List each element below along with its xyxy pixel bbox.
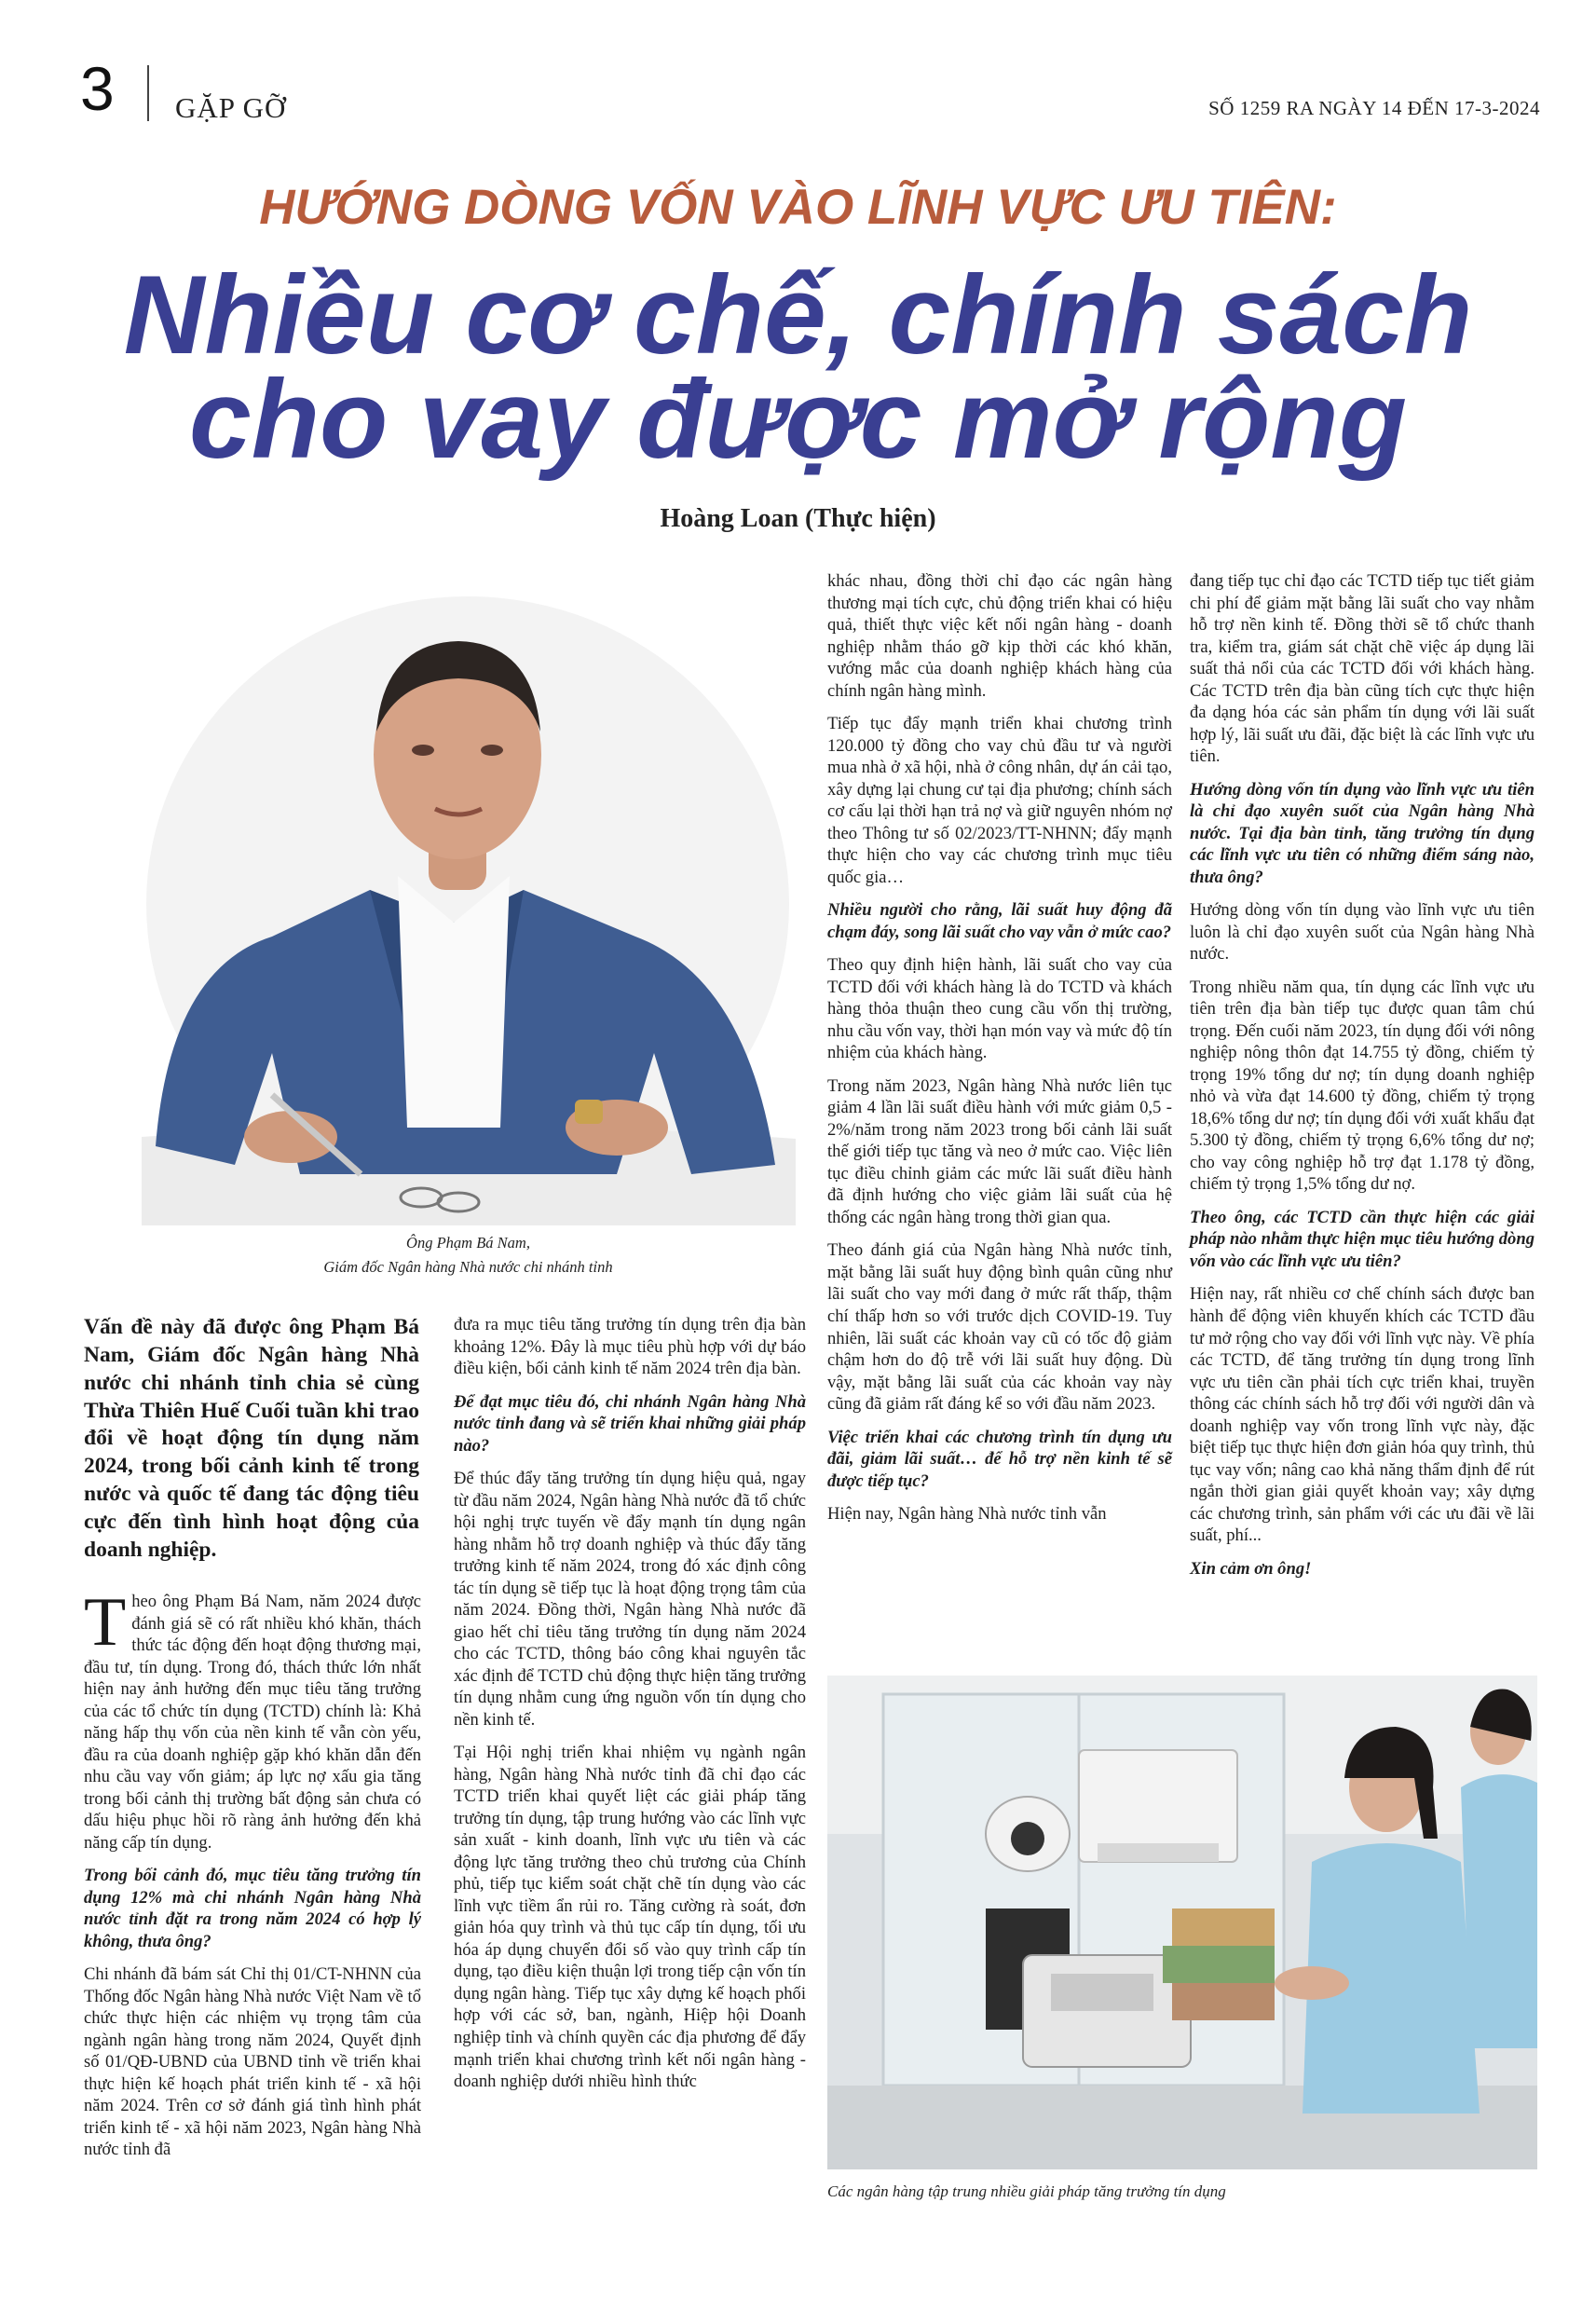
text-column-4	[1190, 570, 1535, 1591]
closing-thanks: Xin cảm ơn ông!	[1190, 1558, 1312, 1579]
paragraph	[84, 1584, 421, 1854]
interview-question: Việc triển khai các chương trình tín dụng ưu đãi, giảm lãi suất… để hỗ trợ nền kinh tế sẽ được tiếp tục?	[827, 1427, 1172, 1491]
paragraph: đưa ra mục tiêu tăng trưởng tín dụng trên địa bàn khoảng 12%. Đây là mục tiêu phù hợp với dự báo điều kiện, bối cảnh kinh tế năm 2024 trên địa bàn.	[454, 1315, 806, 1379]
interview-question: Để đạt mục tiêu đó, chi nhánh Ngân hàng Nhà nước tỉnh đang và sẽ triển khai những giải pháp nào?	[454, 1391, 806, 1456]
interview-question: Theo ông, các TCTD cần thực hiện các giải pháp nào nhằm thực hiện mục tiêu hướng dòng vốn vào các lĩnh vực ưu tiên?	[1190, 1207, 1535, 1271]
paragraph: Hiện nay, Ngân hàng Nhà nước tỉnh vẫn	[827, 1504, 1107, 1525]
paragraph-text: heo ông Phạm Bá Nam, năm 2024 được đánh giá sẽ có rất nhiều khó khăn, thách thức tác động đến hoạt động thương mại, đầu tư, tín dụng. Trong đó, thách thức lớn nhất hiện nay ảnh hưởng đến mục tiêu tăng trưởng của các tổ chức tín dụng (TCTD) chính là: Khả năng hấp thụ vốn của nền kinh tế vẫn còn yếu, đầu ra của doanh nghiệp gặp khó khăn dẫn đến nhu cầu vay vốn giảm; áp lực nợ xấu gia tăng trong bối cảnh thị trường bất động sản chưa có dấu hiệu phục hồi rõ ràng ảnh hưởng đến khả năng cấp tín dụng.	[84, 1592, 421, 1853]
interview-question: Hướng dòng vốn tín dụng vào lĩnh vực ưu tiên là chỉ đạo xuyên suốt của Ngân hàng Nhà nước. Tại địa bàn tỉnh, tăng trưởng tín dụng các lĩnh vực ưu tiên có những điểm sáng nào, thưa ông?	[1190, 779, 1535, 887]
header-divider	[147, 65, 149, 121]
interview-question: Nhiều người cho rằng, lãi suất huy động đã chạm đáy, song lãi suất cho vay vẫn ở mức cao?	[827, 900, 1172, 942]
portrait-photo	[132, 568, 803, 1225]
paragraph: Để thúc đẩy tăng trưởng tín dụng hiệu quả, ngay từ đầu năm 2024, Ngân hàng Nhà nước đã tổ chức hội nghị trực tuyến về đẩy mạnh tín dụng ngân hàng nhằm hỗ trợ doanh nghiệp và thúc đẩy tăng trưởng kinh tế năm 2024, trong đó xác định công tác tín dụng sẽ tiếp tục là hoạt động trọng tâm của năm 2024. Đồng thời, Ngân hàng Nhà nước đã giao hết chỉ tiêu tăng trưởng tín dụng năm 2024 cho các TCTD, thông báo công khai nguyên tắc xác định để TCTD chủ động thực hiện tăng trưởng tín dụng nhằm cung ứng nguồn vốn tín dụng cho nền kinh tế.	[454, 1469, 806, 1730]
portrait-caption-line-1: Ông Phạm Bá Nam,	[406, 1234, 530, 1252]
portrait-caption	[130, 1231, 806, 1279]
counter-photo-caption: Các ngân hàng tập trung nhiều giải pháp tăng trưởng tín dụng	[827, 2182, 1226, 2200]
paragraph: Trong nhiều năm qua, tín dụng các lĩnh vực ưu tiên trên địa bàn tiếp tục được quan tâm chú trọng. Đến cuối năm 2023, tín dụng đối với nông nghiệp nông thôn đạt 14.755 tỷ đồng, chiếm tỷ trọng 19% tổng dư nợ; tín dụng doanh nghiệp nhỏ và vừa đạt 14.600 tỷ đồng, chiếm tỷ trọng 18,6% tổng dư nợ; tín dụng đối với xuất khẩu đạt 5.300 tỷ đồng, chiếm tỷ trọng 6,6% tổng dư nợ; cho vay công nghiệp hỗ trợ đạt 1.178 tỷ đồng, chiếm tỷ trọng 1,5% tổng dư nợ.	[1190, 977, 1535, 1195]
paragraph: Theo đánh giá của Ngân hàng Nhà nước tỉnh, mặt bằng lãi suất huy động bình quân cũng như lãi suất cho vay mới đang ở mức rất thấp, thậm chí thấp hơn so với trước dịch COVID-19. Tuy nhiên, lãi suất các khoản vay cũ có tốc độ giảm chậm hơn do độ trễ với lãi suất huy động. Dù vậy, mặt bằng lãi suất của các khoản vay này cũng đã giảm rất đáng kể so với đầu năm 2023.	[827, 1240, 1172, 1415]
issue-info: SỐ 1259 RA NGÀY 14 ĐẾN 17-3-2024	[1208, 97, 1540, 119]
section-name: GẶP GỠ	[175, 91, 287, 124]
portrait-caption-line-2: Giám đốc Ngân hàng Nhà nước chi nhánh tỉnh	[323, 1257, 613, 1276]
paragraph: Theo quy định hiện hành, lãi suất cho vay của TCTD đối với khách hàng là do TCTD và khách hàng thỏa thuận theo cung cầu vốn thị trường, nhu cầu vốn vay, thời hạn món vay và mức độ tín nhiệm của khách hàng.	[827, 955, 1172, 1063]
headline-line-1: Nhiều cơ chế, chính sách	[123, 253, 1473, 377]
drop-cap: T	[84, 1584, 127, 1661]
paragraph: Hiện nay, rất nhiều cơ chế chính sách được ban hành để động viên khuyến khích các TCTD đầu tư mở rộng cho vay đối với lĩnh vực này. Về phía các TCTD, để tăng trưởng tín dụng trong lĩnh vực ưu tiên cần phải tích cực triển khai, truyền thông các chính sách hỗ trợ đối với người dân và doanh nghiệp vay vốn trong lĩnh vực này, đặc biệt tiếp tục thực hiện đơn giản hóa quy trình, thủ tục vay vốn; nâng cao khả năng thẩm định để rút ngắn thời gian giải quyết khoản vay; xây dựng các chương trình, sản phẩm với các ưu đãi về lãi suất, phí...	[1190, 1284, 1535, 1546]
paragraph: khác nhau, đồng thời chỉ đạo các ngân hàng thương mại tích cực, chủ động triển khai có hiệu quả, thiết thực việc kết nối ngân hàng - doanh nghiệp nhằm tháo gỡ kịp thời các khó khăn, vướng mắc của doanh nghiệp khách hàng của chính ngân hàng mình.	[827, 571, 1172, 701]
paragraph: Tiếp tục đẩy mạnh triển khai chương trình 120.000 tỷ đồng cho vay chủ đầu tư và người mua nhà ở xã hội, nhà ở công nhân, dự án cải tạo, xây dựng lại chung cư tại địa phương; chính sách cơ cấu lại thời hạn trả nợ và giữ nguyên nhóm nợ theo Thông tư số 02/2023/TT-NHNN; đẩy mạnh thực hiện cho vay các chương trình mục tiêu quốc gia…	[827, 714, 1173, 887]
paragraph: Hướng dòng vốn tín dụng vào lĩnh vực ưu tiên luôn là chỉ đạo xuyên suốt của Ngân hàng Nhà nước.	[1190, 900, 1535, 964]
text-column-3	[827, 570, 1172, 1537]
text-column-2	[454, 1314, 806, 2104]
bank-counter-photo	[827, 1676, 1537, 2169]
interview-question: Trong bối cảnh đó, mục tiêu tăng trưởng tín dụng 12% mà chi nhánh Ngân hàng Nhà nước tỉnh đặt ra trong năm 2024 có hợp lý không, thưa ông?	[84, 1866, 421, 1951]
paragraph: Chi nhánh đã bám sát Chỉ thị 01/CT-NHNN của Thống đốc Ngân hàng Nhà nước Việt Nam về tổ chức thực hiện các nhiệm vụ trọng tâm của ngành ngân hàng trong năm 2024, Quyết định số 01/QĐ-UBND của UBND tỉnh về triển khai thực hiện kế hoạch phát triển kinh tế - xã hội năm 2024. Trên cơ sở đánh giá tình hình phát triển kinh tế - xã hội năm 2023, Ngân hàng Nhà nước tỉnh đã	[84, 1964, 421, 2160]
byline: Hoàng Loan (Thực hiện)	[660, 504, 936, 533]
article-lead: Vấn đề này đã được ông Phạm Bá Nam, Giám đốc Ngân hàng Nhà nước chi nhánh tỉnh chia sẻ cùng Thừa Thiên Huế Cuối tuần khi trao đổi về hoạt động tín dụng năm 2024, trong bối cảnh kinh tế trong nước và quốc tế đang tác động tiêu cực đến tình hình hoạt động của doanh nghiệp.	[84, 1315, 419, 1562]
paragraph: Tại Hội nghị triển khai nhiệm vụ ngành ngân hàng, Ngân hàng Nhà nước tỉnh đã chỉ đạo các TCTD triển khai quyết liệt các giải pháp tăng trưởng tín dụng, tập trung hướng vào các lĩnh vực sản xuất - kinh doanh, lĩnh vực ưu tiên và các động lực tăng trưởng theo chủ trương của Chính phủ, tiếp tục kiểm soát chặt chẽ tín dụng vào các lĩnh vực tiềm ẩn rủi ro. Tăng cường rà soát, đơn giản hóa quy trình và thủ tục cấp tín dụng, tối ưu hóa áp dụng chuyển đổi số vào quy trình cấp tín dụng, tạo điều kiện thuận lợi trong tiếp cận vốn tín dụng ngân hàng. Tiếp tục xây dựng kế hoạch phối hợp với các sở, ban, ngành, Hiệp hội Doanh nghiệp tỉnh và chính quyền các địa phương để đẩy mạnh triển khai chương trình kết nối ngân hàng - doanh nghiệp dưới nhiều hình thức	[454, 1743, 806, 2092]
paragraph: Trong năm 2023, Ngân hàng Nhà nước liên tục giảm 4 lần lãi suất điều hành với mức giảm 0,5 - 2%/năm trong năm 2023 trong bối cảnh lãi suất thế giới tiếp tục tăng và neo ở mức cao. Việc liên tục điều chỉnh giảm các mức lãi suất điều hành đã định hướng cho việc giảm lãi suất của hệ thống các ngân hàng trong thời gian qua.	[827, 1075, 1172, 1227]
article-kicker: HƯỚNG DÒNG VỐN VÀO LĨNH VỰC ƯU TIÊN:	[259, 180, 1337, 235]
text-column-1	[84, 1584, 421, 2172]
headline-line-2: cho vay được mở rộng	[188, 357, 1408, 482]
page-number: 3	[80, 54, 115, 123]
paragraph: đang tiếp tục chỉ đạo các TCTD tiếp tục tiết giảm chi phí để giảm mặt bằng lãi suất cho vay nhằm hỗ trợ nền kinh tế. Đồng thời sẽ tổ chức thanh tra, kiểm tra, giám sát chặt chẽ việc áp dụng lãi suất thả nổi của các TCTD đối với khách hàng. Các TCTD trên địa bàn cũng tích cực thực hiện đa dạng hóa các sản phẩm tín dụng với lãi suất hợp lý, lãi suất ưu đãi, đặc biệt là các lĩnh vực ưu tiên.	[1190, 571, 1535, 767]
